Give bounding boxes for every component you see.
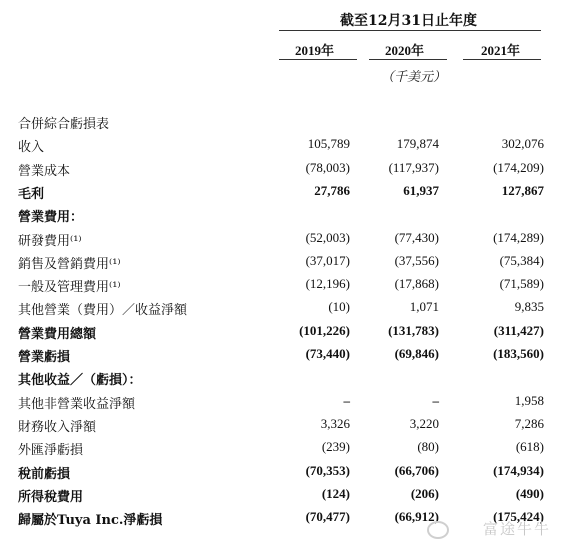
- table-row: [0, 276, 563, 298]
- row-label: 毛利: [18, 186, 45, 202]
- cell-2020: (206): [410, 485, 439, 501]
- row-label: 營業費用：: [18, 210, 84, 226]
- cell-2020: 179,874: [396, 136, 439, 152]
- cell-2020: 1,071: [409, 299, 439, 315]
- cell-2021: (175,424): [493, 509, 544, 525]
- cell-2020: (80): [417, 439, 439, 455]
- row-label: 研發費用⁽¹⁾: [18, 233, 82, 249]
- cell-2019: 105,789: [307, 136, 350, 152]
- table-row: [0, 206, 563, 228]
- table-row: [0, 136, 563, 158]
- cell-2021: 127,867: [501, 182, 544, 198]
- cell-2021: (183,560): [493, 346, 544, 361]
- cell-2020: (77,430): [394, 229, 439, 245]
- table-row: [0, 439, 563, 461]
- row-label: 營業費用總額: [18, 326, 97, 342]
- cell-2020: (69,846): [394, 346, 439, 361]
- table-row: [0, 160, 563, 182]
- year-header-2019: 2019年: [295, 43, 335, 58]
- cell-2020: (131,783): [388, 322, 439, 338]
- header-top-rule: [279, 30, 541, 31]
- table-row: [0, 323, 563, 345]
- row-label: 歸屬於Tuya Inc.淨虧損: [18, 513, 163, 529]
- cell-2020: (66,912): [394, 509, 439, 525]
- cell-2021: 9,835: [514, 299, 544, 315]
- cell-2020: (37,556): [394, 252, 439, 268]
- cell-2020: (17,868): [394, 276, 439, 292]
- cell-2020: 61,937: [403, 182, 439, 198]
- row-label: 營業虧損: [18, 350, 71, 365]
- cell-2020: (117,937): [388, 159, 439, 175]
- cell-2019: (101,226): [299, 322, 350, 338]
- cell-2021: 1,958: [514, 392, 544, 408]
- bull-logo-icon: [427, 521, 449, 539]
- table-row: [0, 346, 563, 368]
- cell-2021: (174,209): [493, 159, 544, 175]
- cell-2019: (52,003): [305, 229, 350, 245]
- cell-2021: (71,589): [499, 276, 544, 292]
- cell-2019: 27,786: [314, 182, 350, 198]
- cell-2019: (239): [321, 439, 350, 455]
- row-label: 營業成本: [18, 163, 71, 179]
- table-row: [0, 253, 563, 275]
- cell-2021: (174,289): [493, 229, 544, 245]
- year-header-2021: 2021年: [481, 43, 521, 58]
- row-label: 一般及管理費用⁽¹⁾: [18, 280, 121, 296]
- watermark-text: 富途牛牛: [482, 520, 551, 538]
- cell-2021: (311,427): [493, 322, 544, 338]
- row-label: 銷售及營銷費用⁽¹⁾: [18, 256, 121, 272]
- table-row: [0, 113, 563, 135]
- table-row: [0, 369, 563, 391]
- cell-2019: (124): [321, 485, 350, 501]
- cell-2019: (78,003): [305, 159, 350, 175]
- table-row: [0, 486, 563, 508]
- cell-2019: (37,017): [305, 252, 350, 268]
- cell-2021: (75,384): [499, 252, 544, 268]
- period-title: 截至12月31日止年度: [340, 13, 477, 29]
- table-row: [0, 393, 563, 415]
- year-rule-2019: [279, 59, 357, 60]
- cell-2021: (490): [515, 485, 544, 501]
- row-label: 所得稅費用: [18, 489, 84, 505]
- table-row: [0, 183, 563, 205]
- table-row: [0, 416, 563, 438]
- cell-2021: 302,076: [501, 136, 544, 152]
- row-label: 財務收入淨額: [18, 419, 97, 435]
- year-rule-2021: [463, 59, 541, 60]
- row-label: 外匯淨虧損: [18, 443, 84, 459]
- cell-2021: 7,286: [514, 415, 544, 431]
- cell-2019: –: [343, 392, 350, 408]
- cell-2019: (10): [328, 299, 350, 315]
- row-label: 其他非營業收益淨額: [18, 396, 136, 412]
- cell-2019: (73,440): [305, 346, 350, 361]
- cell-2019: (70,353): [305, 462, 350, 478]
- table-row: [0, 463, 563, 485]
- row-label: 稅前虧損: [18, 466, 71, 482]
- cell-2021: (174,934): [493, 462, 544, 478]
- cell-2019: (12,196): [305, 276, 350, 292]
- table-row: [0, 509, 563, 531]
- row-label: 其他收益／（虧損）：: [18, 373, 142, 389]
- table-row: [0, 230, 563, 252]
- cell-2020: –: [432, 392, 439, 408]
- table-row: [0, 299, 563, 321]
- cell-2021: (618): [515, 439, 544, 455]
- year-rule-2020: [369, 59, 447, 60]
- row-label: 合併綜合虧損表: [18, 117, 110, 132]
- cell-2020: 3,220: [409, 415, 439, 431]
- cell-2020: (66,706): [394, 462, 439, 478]
- cell-2019: (70,477): [305, 509, 350, 525]
- cell-2019: 3,326: [320, 415, 350, 431]
- year-header-2020: 2020年: [385, 43, 425, 58]
- row-label: 其他營業（費用）／收益淨額: [18, 303, 188, 319]
- unit-label: （千美元）: [381, 70, 447, 85]
- row-label: 收入: [18, 140, 45, 156]
